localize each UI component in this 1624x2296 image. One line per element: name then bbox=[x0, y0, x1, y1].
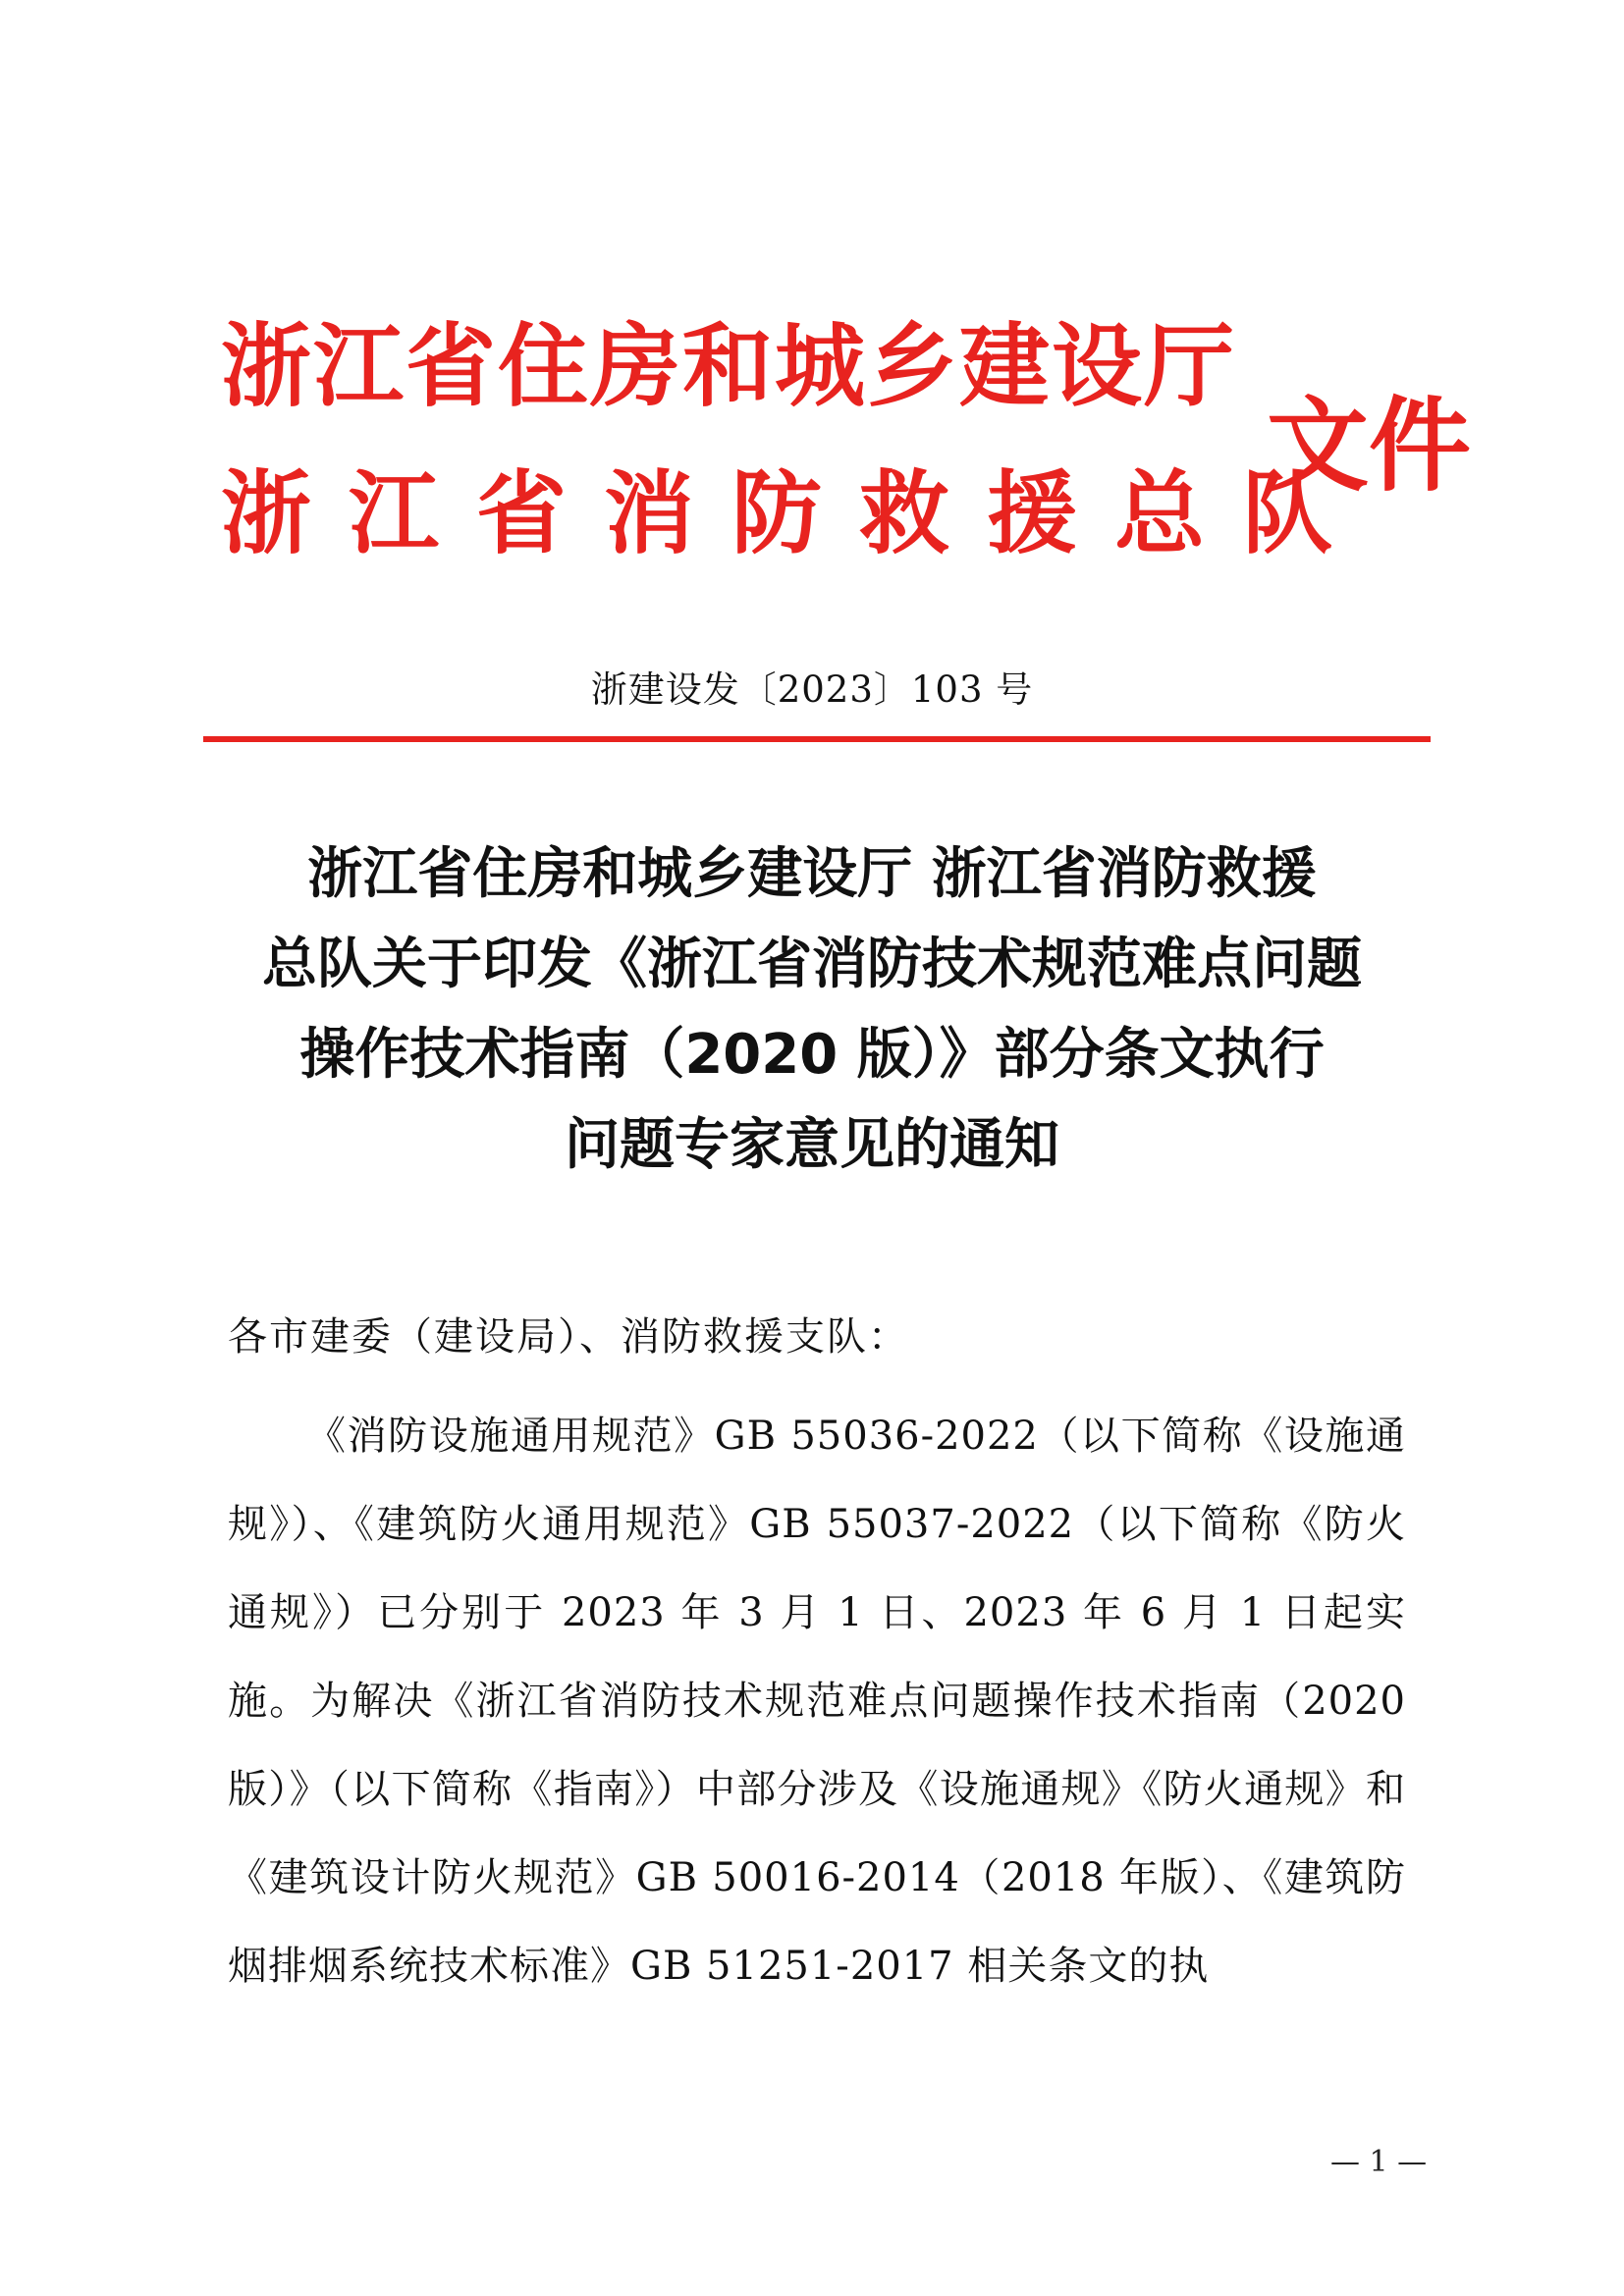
document-title bbox=[196, 829, 1428, 1191]
red-separator-line bbox=[203, 736, 1431, 742]
page-number: — 1 — bbox=[1330, 2145, 1428, 2179]
agency-name-fire-rescue-corps: 浙江省消防救援总队 bbox=[221, 461, 1371, 566]
agency-name-housing-department: 浙江省住房和城乡建设厅 bbox=[221, 314, 1237, 419]
title-line-1: 浙江省住房和城乡建设厅 浙江省消防救援 bbox=[307, 842, 1317, 906]
title-line-2: 总队关于印发《浙江省消防技术规范难点问题 bbox=[262, 933, 1362, 996]
body-paragraph: 《消防设施通用规范》GB 55036-2022（以下简称《设施通规》）、《建筑防火通用规范》GB 55037-2022（以下简称《防火通规》）已分别于 2023 年 3 月 1 日、2023 年 6 月 1 日起实施。为解决《浙江省消防技术规范难点问题操作技术指南（2020版）》（以下简称《指南》）中部分涉及《设施通规》《防火通规》和《建筑设计防火规范》GB 50016-2014（2018 年版）、《建筑防烟排烟系统技术标准》GB 51251-2017 相关条文的执 bbox=[228, 1414, 1406, 1989]
document-type-label: 文件 bbox=[1267, 386, 1472, 506]
red-masthead bbox=[0, 0, 1624, 589]
title-line-4: 问题专家意见的通知 bbox=[565, 1113, 1059, 1177]
title-line-3: 操作技术指南（2020 版）》部分条文执行 bbox=[299, 1023, 1325, 1087]
document-number: 浙建设发〔2023〕103 号 bbox=[590, 668, 1034, 711]
salutation: 各市建委（建设局）、消防救援支队： bbox=[228, 1314, 909, 1360]
